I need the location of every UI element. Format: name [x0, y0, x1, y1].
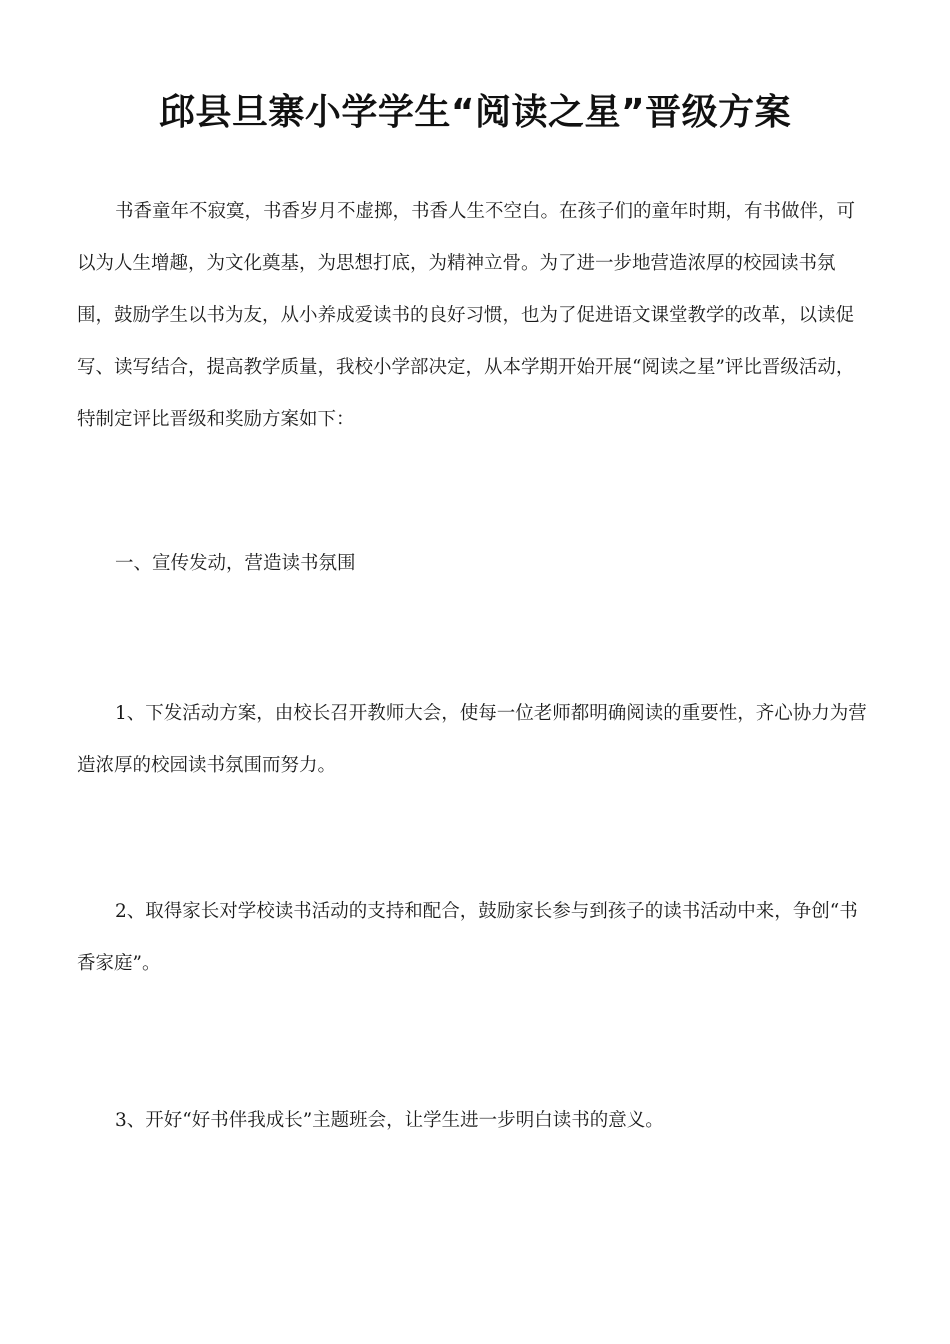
list-item-2: 2、取得家长对学校读书活动的支持和配合，鼓励家长参与到孩子的读书活动中来，争创“书香家庭”。	[77, 901, 858, 974]
section-heading-1: 一、宣传发动，营造读书氛围	[115, 553, 356, 574]
page-title: 邱县旦寨小学学生“阅读之星”晋级方案	[158, 92, 792, 133]
list-item-1: 1、下发活动方案，由校长召开教师大会，使每一位老师都明确阅读的重要性，齐心协力为营造浓厚的校园读书氛围而努力。	[77, 703, 867, 776]
intro-paragraph: 书香童年不寂寞，书香岁月不虚掷，书香人生不空白。在孩子们的童年时期，有书做伴，可以为人生增趣，为文化奠基，为思想打底，为精神立骨。为了进一步地营造浓厚的校园读书氛围，鼓励学生以书为友，从小养成爱读书的良好习惯，也为了促进语文课堂教学的改革，以读促写、读写结合，提高教学质量，我校小学部决定，从本学期开始开展“阅读之星”评比晋级活动，特制定评比晋级和奖励方案如下：	[77, 201, 856, 430]
list-item-3: 3、开好“好书伴我成长”主题班会，让学生进一步明白读书的意义。	[115, 1110, 664, 1131]
